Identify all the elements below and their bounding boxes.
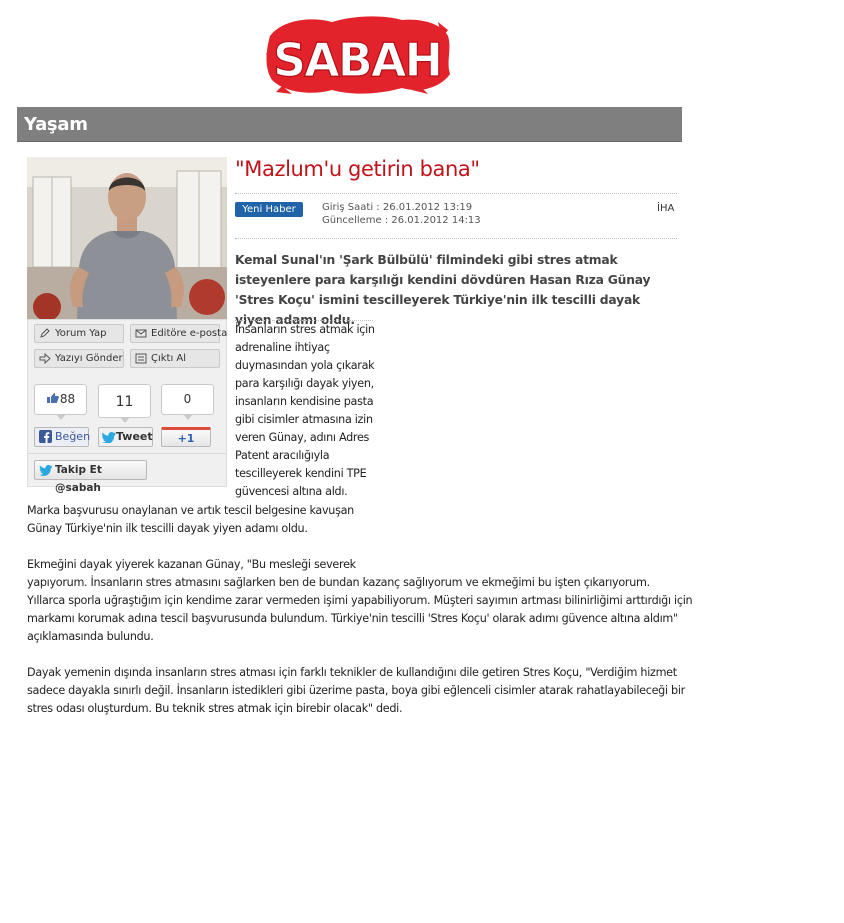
body-line: Yıllarca sporla uğraştığım için kendime zarar vermeden işimi yapabiliyorum. Müşteri sayımın artması bilinirliğimi arttırdığı için bbox=[27, 594, 693, 607]
body-line: Patent aracılığıyla bbox=[235, 449, 330, 462]
body-line: güvencesi altına aldı. bbox=[235, 485, 348, 498]
like-count: 88 bbox=[34, 384, 87, 415]
body-line: yapıyorum. İnsanların stres atmasını sağlarken ben de bundan kazanç sağlıyorum ve ekmeğimi bu işten çıkarıyorum. bbox=[27, 576, 650, 589]
comment-button[interactable]: Yorum Yap bbox=[34, 324, 124, 343]
divider bbox=[28, 453, 226, 454]
print-icon bbox=[135, 353, 147, 364]
divider bbox=[235, 193, 677, 194]
twitter-bird-icon bbox=[39, 465, 53, 476]
print-button[interactable]: Çıktı Al bbox=[130, 349, 220, 368]
body-line: İnsanların stres atmak için bbox=[235, 323, 375, 336]
body-line: Günay Türkiye'nin ilk tescilli dayak yiyen adamı oldu. bbox=[27, 522, 308, 535]
body-line: para karşılığı dayak yiyen, bbox=[235, 377, 374, 390]
body-line: tescilleyerek kendini TPE bbox=[235, 467, 367, 480]
update-time: Güncelleme : 26.01.2012 14:13 bbox=[322, 215, 481, 226]
send-arrow-icon bbox=[39, 353, 51, 364]
article-photo bbox=[27, 157, 227, 319]
facebook-like-button[interactable]: Beğen bbox=[34, 427, 89, 447]
divider bbox=[235, 238, 677, 239]
section-title: Yaşam bbox=[24, 114, 88, 135]
tweet-count: 11 bbox=[98, 384, 151, 418]
body-line: stres odası oluşturdum. Bu teknik stres atmak için birebir olacak" dedi. bbox=[27, 702, 403, 715]
body-line: gibi cisimler atmasına izin bbox=[235, 413, 373, 426]
plusone-button[interactable]: +1 bbox=[161, 427, 211, 447]
sabah-logo[interactable] bbox=[262, 14, 452, 96]
body-line: adrenaline ihtiyaç bbox=[235, 341, 330, 354]
body-line: insanların kendisine pasta bbox=[235, 395, 374, 408]
svg-text:SABAH: SABAH bbox=[273, 33, 441, 87]
body-line: markamı korumak adına tescil başvurusunda bulundum. Türkiye'nin tescilli 'Stres Koçu' olarak adımı güvence altına aldım" bbox=[27, 612, 678, 625]
section-header bbox=[17, 107, 682, 142]
pencil-icon bbox=[39, 328, 51, 339]
body-line: duymasından yola çıkarak bbox=[235, 359, 375, 372]
newspaper-logo-icon bbox=[262, 14, 452, 96]
body-line: veren Günay, adını Adres bbox=[235, 431, 370, 444]
article-lead: Kemal Sunal'ın 'Şark Bülbülü' filmindeki gibi stres atmak isteyenlere para karşılığı kendini dövdüren Hasan Rıza Günay 'Stres Koçu' ismini tescilleyerek Türkiye'nin ilk tescilli dayak yiyen adamı oldu. bbox=[235, 253, 651, 327]
plusone-count: 0 bbox=[161, 384, 214, 415]
body-line: açıklamasında bulundu. bbox=[27, 630, 154, 643]
body-line: Dayak yemenin dışında insanların stres atması için farklı teknikler de kullandığını dile getiren Stres Koçu, "Verdiğim hizmet bbox=[27, 666, 677, 679]
entry-time: Giriş Saati : 26.01.2012 13:19 bbox=[322, 202, 473, 213]
email-editor-button[interactable]: Editöre e-posta bbox=[130, 324, 220, 343]
article-title: "Mazlum'u getirin bana" bbox=[235, 157, 480, 181]
body-line: Marka başvurusu onaylanan ve artık tescil belgesine kavuşan bbox=[27, 504, 354, 517]
article-tools bbox=[27, 319, 228, 494]
twitter-bird-icon bbox=[102, 432, 116, 443]
new-story-badge[interactable]: Yeni Haber bbox=[235, 202, 303, 217]
thumbs-up-icon bbox=[46, 392, 60, 404]
follow-button[interactable]: Takip Et @sabah bbox=[34, 460, 147, 480]
body-line: sadece dayakla sınırlı değil. İnsanların istedikleri gibi üzerime pasta, boya gibi eğlenceli cisimler atarak rahatlayabileceği bir bbox=[27, 684, 685, 697]
news-agency: İHA bbox=[657, 203, 675, 214]
send-article-button[interactable]: Yazıyı Gönder bbox=[34, 349, 124, 368]
tweet-button[interactable]: Tweet bbox=[98, 427, 153, 447]
facebook-icon bbox=[39, 430, 52, 443]
envelope-icon bbox=[135, 328, 147, 339]
body-line: Ekmeğini dayak yiyerek kazanan Günay, "Bu mesleği severek bbox=[27, 558, 356, 571]
